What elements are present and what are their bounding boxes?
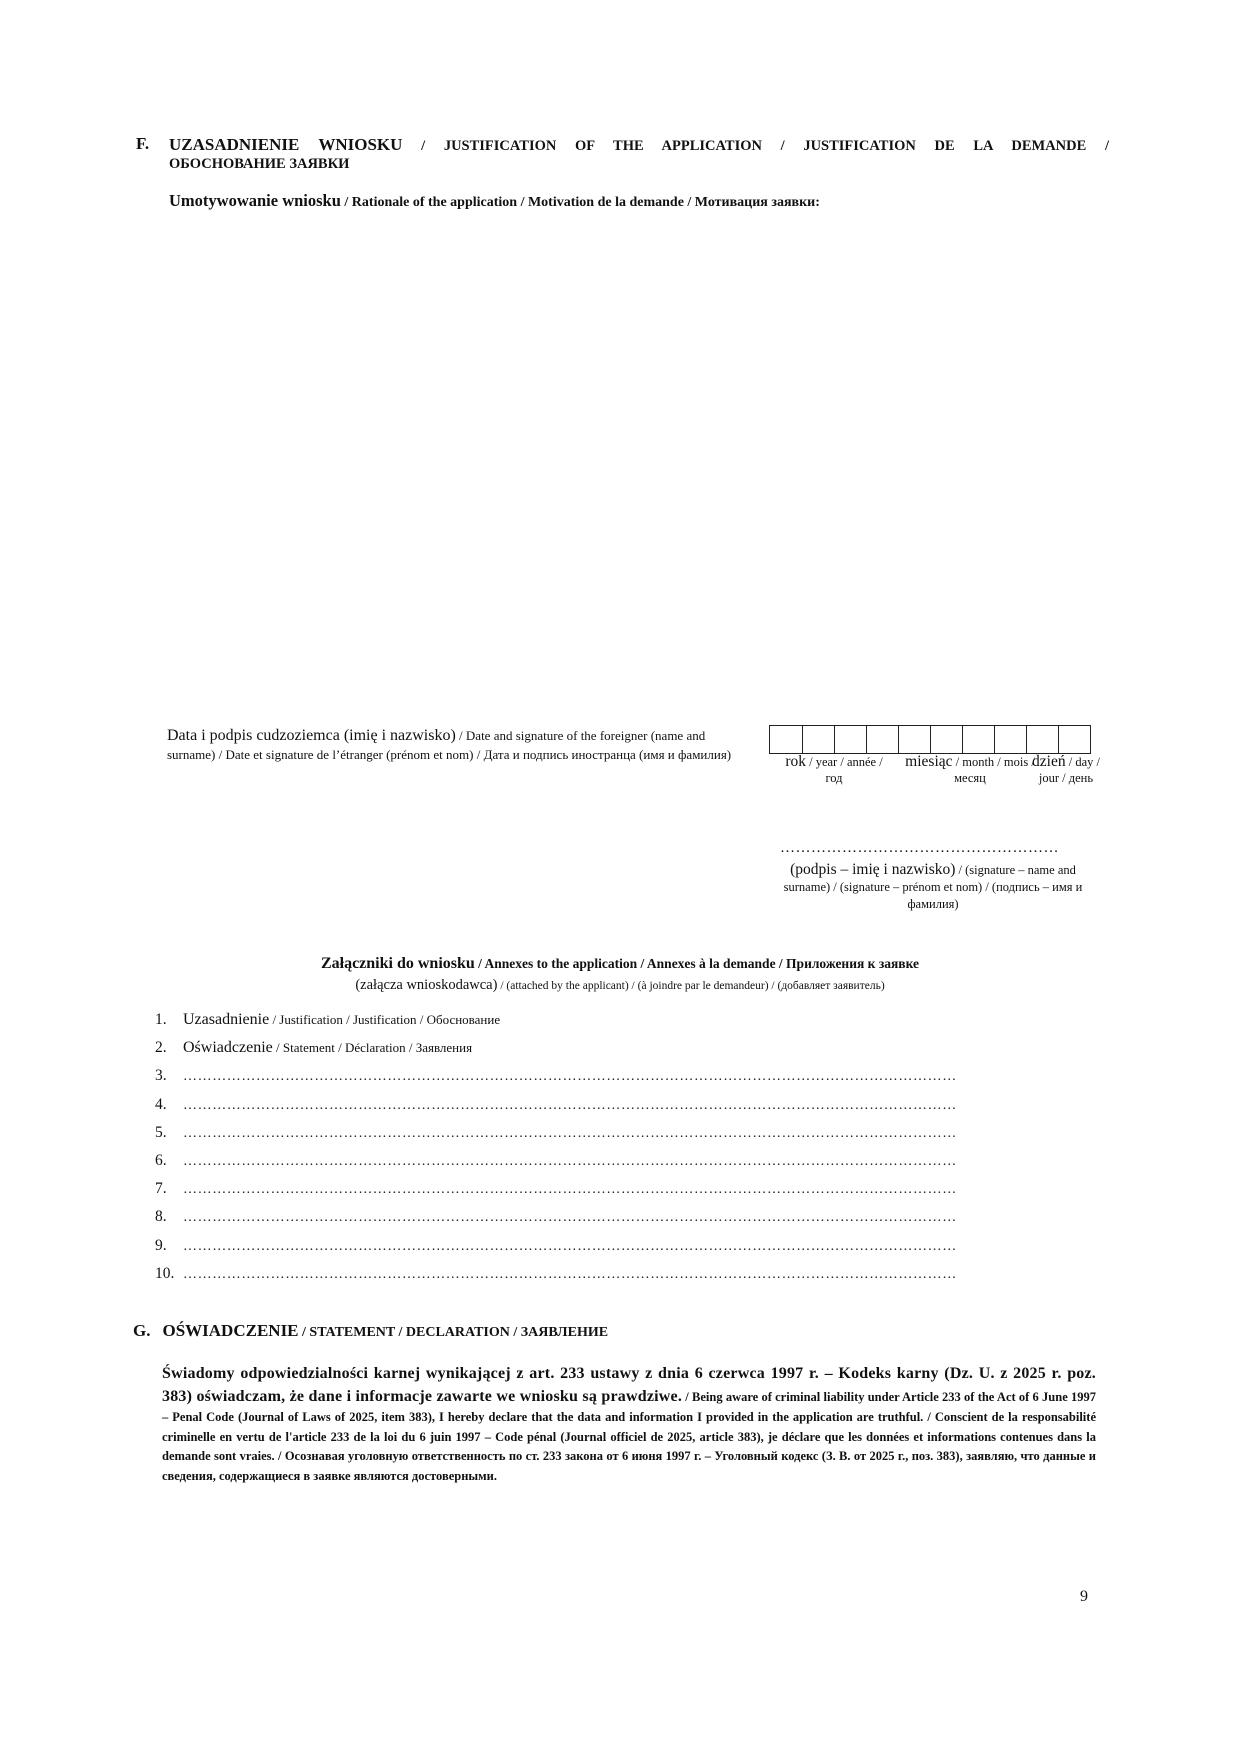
rationale-label (169, 191, 820, 211)
annex-fill-line[interactable]: …………………………………………………………………………………………………………………………………………… (183, 1266, 957, 1282)
annex-number: 9. (155, 1236, 167, 1254)
section-g-title-pl: OŚWIADCZENIE (162, 1321, 299, 1340)
annex-item (155, 1124, 1085, 1152)
date-year-label-rest: / year / année / год (805, 755, 883, 785)
date-month-label-pl: miesiąc (905, 753, 953, 770)
date-month-digit-1[interactable] (898, 726, 930, 753)
annex-number: 7. (155, 1180, 167, 1198)
annex-number: 8. (155, 1208, 167, 1226)
signature-caption-pl: (podpis – imię i nazwisko) (790, 861, 956, 878)
annex-number: 2. (155, 1039, 167, 1057)
annex-number: 1. (155, 1011, 167, 1028)
statement-text (162, 1362, 1096, 1486)
section-f-title-rest: / JUSTIFICATION OF THE APPLICATION / JUSTIFICATION DE LA DEMANDE / (402, 138, 1109, 154)
annex-item (155, 1067, 1085, 1095)
date-year-label-pl: rok (785, 753, 806, 770)
annex-number: 6. (155, 1151, 167, 1169)
annex-fill-line[interactable]: …………………………………………………………………………………………………………………………………………… (183, 1097, 957, 1113)
section-f-title (169, 134, 1109, 157)
annex-fill-line[interactable]: …………………………………………………………………………………………………………………………………………… (183, 1210, 957, 1226)
annex-number: 3. (155, 1067, 167, 1085)
annexes-list (155, 1011, 1085, 1293)
date-month-label-rest: / month / mois / месяц (952, 755, 1035, 785)
date-day-digit-1[interactable] (1026, 726, 1058, 753)
page-number: 9 (1080, 1588, 1088, 1605)
annexes-subtitle (220, 977, 1020, 994)
date-year-digit-2[interactable] (802, 726, 834, 753)
signature-caption-rest: / (signature – name and surname) / (signature – prénom et nom) / (подпись – имя и фамилия) (783, 863, 1083, 911)
rationale-label-pl: Umotywowanie wniosku (169, 191, 341, 210)
rationale-label-rest: / Rationale of the application / Motivation de la demande / Мотивация заявки: (340, 195, 820, 210)
annex-item (155, 1237, 1085, 1265)
annex-number: 10. (155, 1264, 175, 1282)
annexes-subtitle-rest: / (attached by the applicant) / (à joindre par le demandeur) / (добавляет заявитель) (497, 980, 885, 992)
annex-fill-line[interactable]: …………………………………………………………………………………………………………………………………………… (183, 1238, 957, 1254)
annex-text (183, 1011, 500, 1029)
signature-date-label-rest: / Date and signature of the foreigner (name and surname) / Date et signature de l’étranger (prénom et nom) / Дата и подпись иностранца (имя и фамилия) (167, 728, 732, 762)
statement-text-pl: Świadomy odpowiedzialności karnej wynikającej z art. 233 ustawy z dnia 6 czerwca 1997 r. – Kodeks karny (Dz. U. z 2025 r. poz. 383) oświadczam, że dane i informacje zawarte we wniosku są prawdziwe. (162, 1365, 1096, 1405)
section-g-letter: G. (133, 1321, 151, 1340)
section-g-title (133, 1321, 608, 1341)
statement-text-rest: / Being aware of criminal liability under Article 233 of the Act of 6 June 1997 – Penal Code (Journal of Laws of 2025, item 383), I hereby declare that the data and information I provided in the application are truthful. / Conscient de la responsabilité criminelle en vertu de l'article 233 de la loi du 6 juin 1997 – Code pénal (Journal officiel de 2025, article 383), je déclare que les données et informations contenues dans la demande sont vraies. / Осознавая уголовную ответственность по ст. 233 закона от 6 июня 1997 г. – Уголовный кодекс (З. В. от 2025 г., поз. 383), заявляю, что данные и сведения, содержащиеся в заявке являются достоверными. (162, 1390, 1097, 1483)
signature-date-label (167, 726, 742, 764)
annex-item (155, 1265, 1085, 1293)
annex-number: 4. (155, 1095, 167, 1113)
date-month-digit-4[interactable] (994, 726, 1026, 753)
date-month-digit-2[interactable] (930, 726, 962, 753)
date-year-label (778, 754, 890, 786)
date-year-digit-4[interactable] (866, 726, 898, 753)
annex-fill-line[interactable]: …………………………………………………………………………………………………………………………………………… (183, 1153, 957, 1169)
annex-fill-line[interactable]: …………………………………………………………………………………………………………………………………………… (183, 1182, 957, 1198)
date-day-digit-2[interactable] (1058, 726, 1090, 753)
annex-text-pl: Uzasadnienie (183, 1011, 270, 1028)
annex-text-pl: Oświadczenie (183, 1039, 273, 1057)
signature-line[interactable]: ……………………………………………… (780, 840, 1059, 856)
date-month-label (905, 754, 1035, 786)
annex-item (155, 1011, 1085, 1039)
date-year-digit-1[interactable] (770, 726, 802, 753)
date-year-digit-3[interactable] (834, 726, 866, 753)
section-f-letter: F. (136, 134, 150, 153)
annexes-title-pl: Załączniki do wniosku (320, 955, 475, 972)
annexes-title (220, 955, 1020, 973)
date-day-label-rest: / day / jour / день (1038, 755, 1100, 785)
date-day-label-pl: dzień (1032, 753, 1066, 770)
annex-number: 5. (155, 1123, 167, 1141)
section-g-title-rest: / STATEMENT / DECLARATION / ЗАЯВЛЕНИЕ (298, 1325, 609, 1340)
annex-item (155, 1039, 1085, 1067)
annex-fill-line[interactable]: …………………………………………………………………………………………………………………………………………… (183, 1125, 957, 1141)
annex-item (155, 1180, 1085, 1208)
annex-text (183, 1039, 472, 1057)
date-month-digit-3[interactable] (962, 726, 994, 753)
annex-text-rest: / Statement / Déclaration / Заявления (272, 1040, 473, 1056)
annex-item (155, 1096, 1085, 1124)
signature-date-label-pl: Data i podpis cudzoziemca (imię i nazwisko) (167, 727, 456, 744)
section-f-title-ru: ОБОСНОВАНИЕ ЗАЯВКИ (169, 156, 350, 172)
signature-caption (783, 861, 1083, 913)
date-entry-grid[interactable] (769, 725, 1091, 754)
annex-fill-line[interactable]: …………………………………………………………………………………………………………………………………………… (183, 1069, 957, 1085)
annexes-title-rest: / Annexes to the application / Annexes à la demande / Приложения к заявке (474, 956, 920, 971)
annex-text-rest: / Justification / Justification / Обоснование (269, 1012, 501, 1027)
annexes-subtitle-pl: (załącza wnioskodawca) (355, 977, 498, 993)
annex-item (155, 1208, 1085, 1236)
date-day-label (1031, 754, 1101, 786)
annex-item (155, 1152, 1085, 1180)
section-f-title-pl: UZASADNIENIE WNIOSKU (169, 135, 403, 154)
